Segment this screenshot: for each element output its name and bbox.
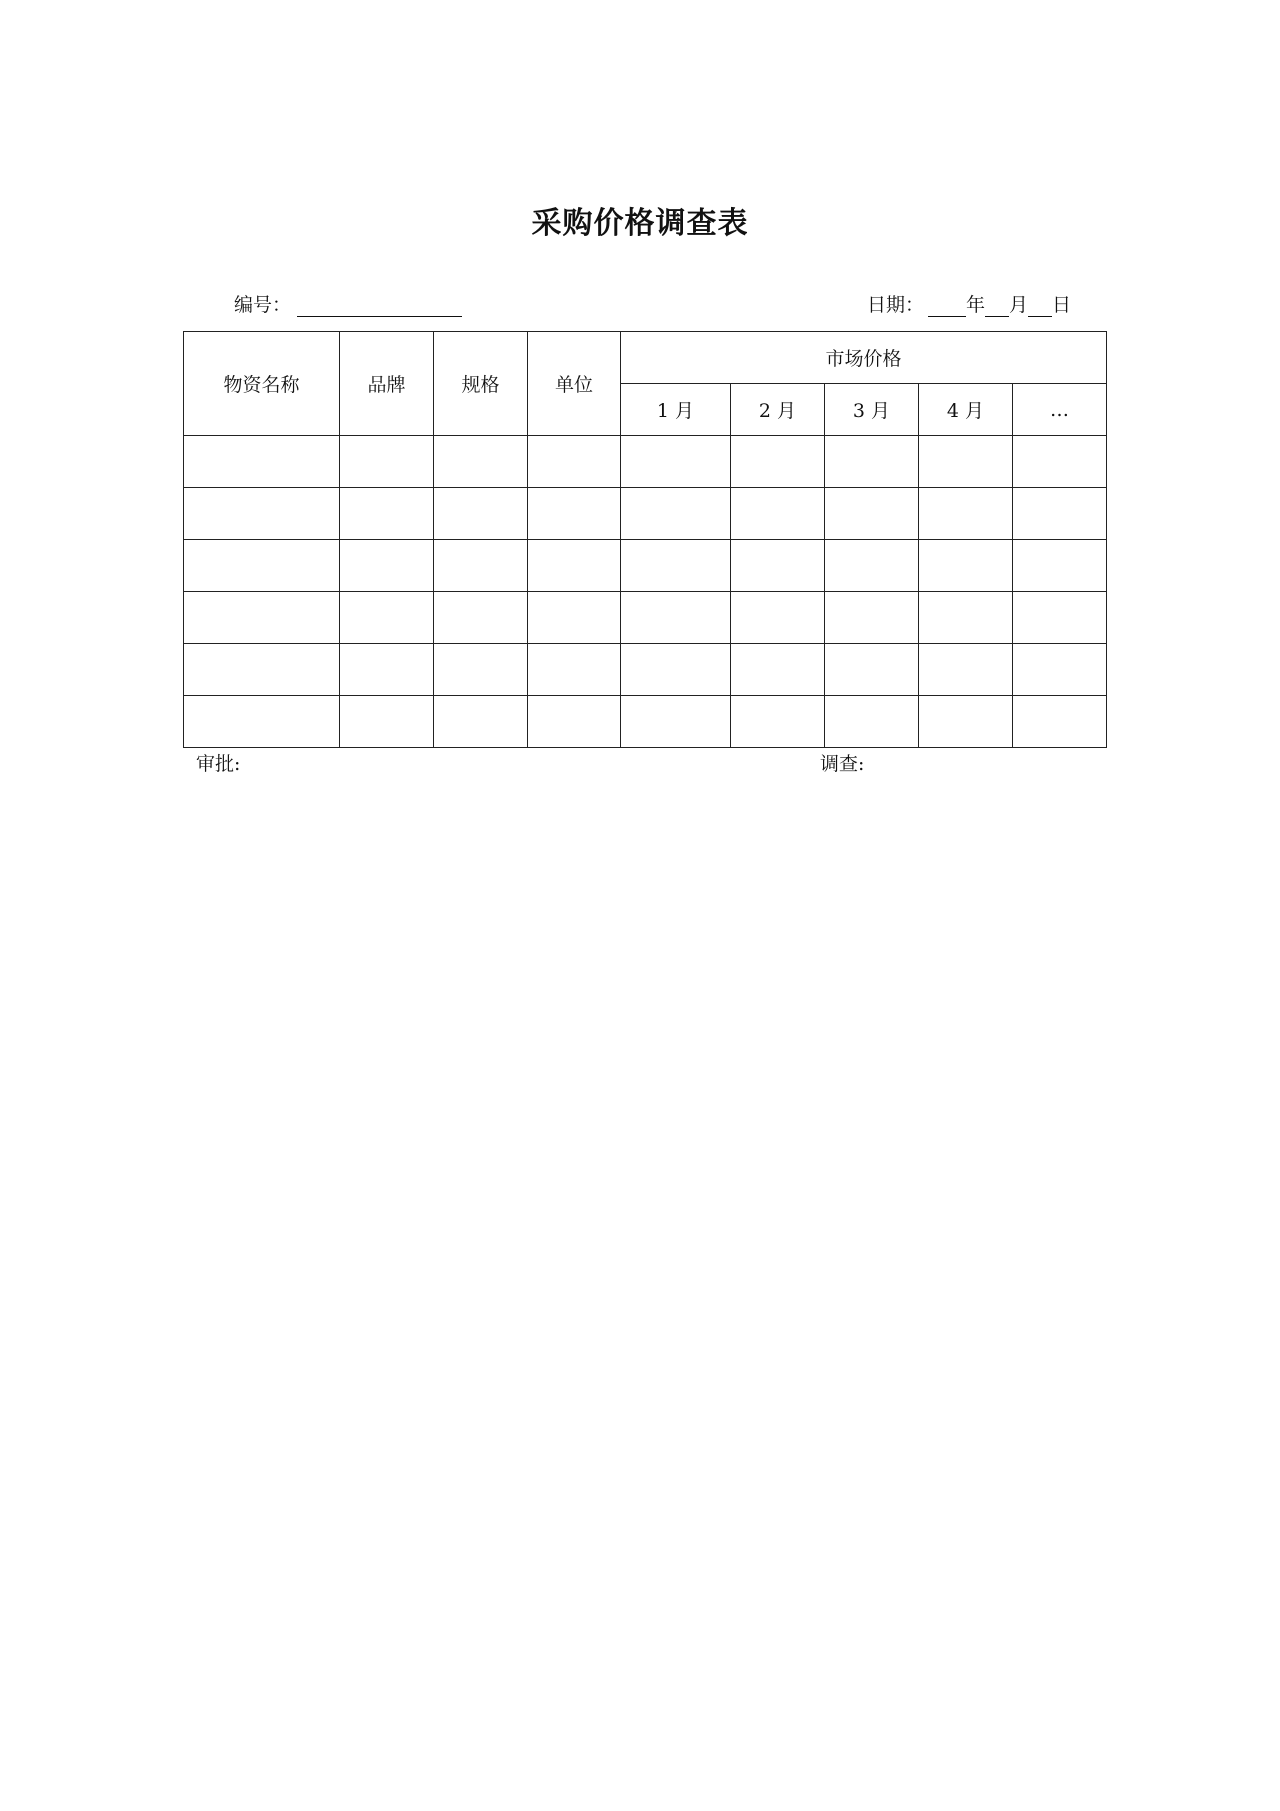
table-cell[interactable] <box>1013 488 1107 540</box>
table-cell[interactable] <box>919 488 1013 540</box>
approve-label: 审批: <box>196 753 241 775</box>
header-month: 2 月 <box>731 384 825 436</box>
date-field <box>867 293 1071 317</box>
table-cell[interactable] <box>919 436 1013 488</box>
table-cell[interactable] <box>621 540 731 592</box>
survey-label: 调查: <box>820 753 865 775</box>
table-cell[interactable] <box>1013 592 1107 644</box>
price-survey-table <box>183 331 1107 748</box>
table-cell[interactable] <box>340 696 434 748</box>
table-cell[interactable] <box>528 488 621 540</box>
table-cell[interactable] <box>731 540 825 592</box>
table-cell[interactable] <box>731 436 825 488</box>
table-cell[interactable] <box>919 540 1013 592</box>
table-cell[interactable] <box>340 540 434 592</box>
day-label: 日 <box>1052 294 1072 316</box>
header-market-price: 市场价格 <box>621 332 1107 384</box>
table-cell[interactable] <box>621 592 731 644</box>
table-cell[interactable] <box>528 644 621 696</box>
table-cell[interactable] <box>184 488 340 540</box>
table-cell[interactable] <box>184 540 340 592</box>
month-label: 月 <box>1009 294 1029 316</box>
table-cell[interactable] <box>825 488 919 540</box>
table-cell[interactable] <box>825 592 919 644</box>
number-label: 编号： <box>234 294 292 316</box>
table-cell[interactable] <box>434 592 528 644</box>
table-cell[interactable] <box>1013 644 1107 696</box>
table-cell[interactable] <box>825 644 919 696</box>
table-cell[interactable] <box>434 644 528 696</box>
table-cell[interactable] <box>528 696 621 748</box>
table-cell[interactable] <box>434 488 528 540</box>
header-brand: 品牌 <box>340 332 434 436</box>
table-cell[interactable] <box>621 436 731 488</box>
table-cell[interactable] <box>340 644 434 696</box>
table-cell[interactable] <box>731 644 825 696</box>
table-cell[interactable] <box>340 436 434 488</box>
table-body <box>184 436 1107 748</box>
header-unit: 单位 <box>528 332 621 436</box>
table-cell[interactable] <box>621 696 731 748</box>
header-spec: 规格 <box>434 332 528 436</box>
header-month-more: … <box>1013 384 1107 436</box>
date-label: 日期： <box>867 294 925 316</box>
month-blank[interactable] <box>985 296 1009 317</box>
table-cell[interactable] <box>434 696 528 748</box>
year-label: 年 <box>966 294 986 316</box>
table-header-row <box>184 332 1107 384</box>
table-row <box>184 644 1107 696</box>
table-cell[interactable] <box>434 436 528 488</box>
number-blank[interactable] <box>297 296 462 317</box>
table-row <box>184 592 1107 644</box>
table-row <box>184 696 1107 748</box>
table-row <box>184 488 1107 540</box>
table-cell[interactable] <box>528 436 621 488</box>
table-cell[interactable] <box>919 696 1013 748</box>
header-month: 3 月 <box>825 384 919 436</box>
table-cell[interactable] <box>340 592 434 644</box>
table-cell[interactable] <box>1013 540 1107 592</box>
day-blank[interactable] <box>1028 296 1052 317</box>
table-cell[interactable] <box>621 488 731 540</box>
table-cell[interactable] <box>1013 696 1107 748</box>
document-title: 采购价格调查表 <box>531 206 749 241</box>
table-cell[interactable] <box>434 540 528 592</box>
table-cell[interactable] <box>184 436 340 488</box>
table-cell[interactable] <box>528 540 621 592</box>
header-month: 1 月 <box>621 384 731 436</box>
table-cell[interactable] <box>919 592 1013 644</box>
header-material-name: 物资名称 <box>184 332 340 436</box>
table-row <box>184 436 1107 488</box>
table-cell[interactable] <box>184 644 340 696</box>
table-cell[interactable] <box>825 540 919 592</box>
table-cell[interactable] <box>340 488 434 540</box>
table-cell[interactable] <box>621 644 731 696</box>
table-cell[interactable] <box>184 592 340 644</box>
table-cell[interactable] <box>919 644 1013 696</box>
header-month: 4 月 <box>919 384 1013 436</box>
table-cell[interactable] <box>731 592 825 644</box>
table-cell[interactable] <box>184 696 340 748</box>
table-cell[interactable] <box>528 592 621 644</box>
number-field <box>234 293 462 317</box>
table-cell[interactable] <box>731 488 825 540</box>
year-blank[interactable] <box>928 296 966 317</box>
table-cell[interactable] <box>1013 436 1107 488</box>
table-cell[interactable] <box>825 696 919 748</box>
table-cell[interactable] <box>731 696 825 748</box>
table-row <box>184 540 1107 592</box>
table-cell[interactable] <box>825 436 919 488</box>
